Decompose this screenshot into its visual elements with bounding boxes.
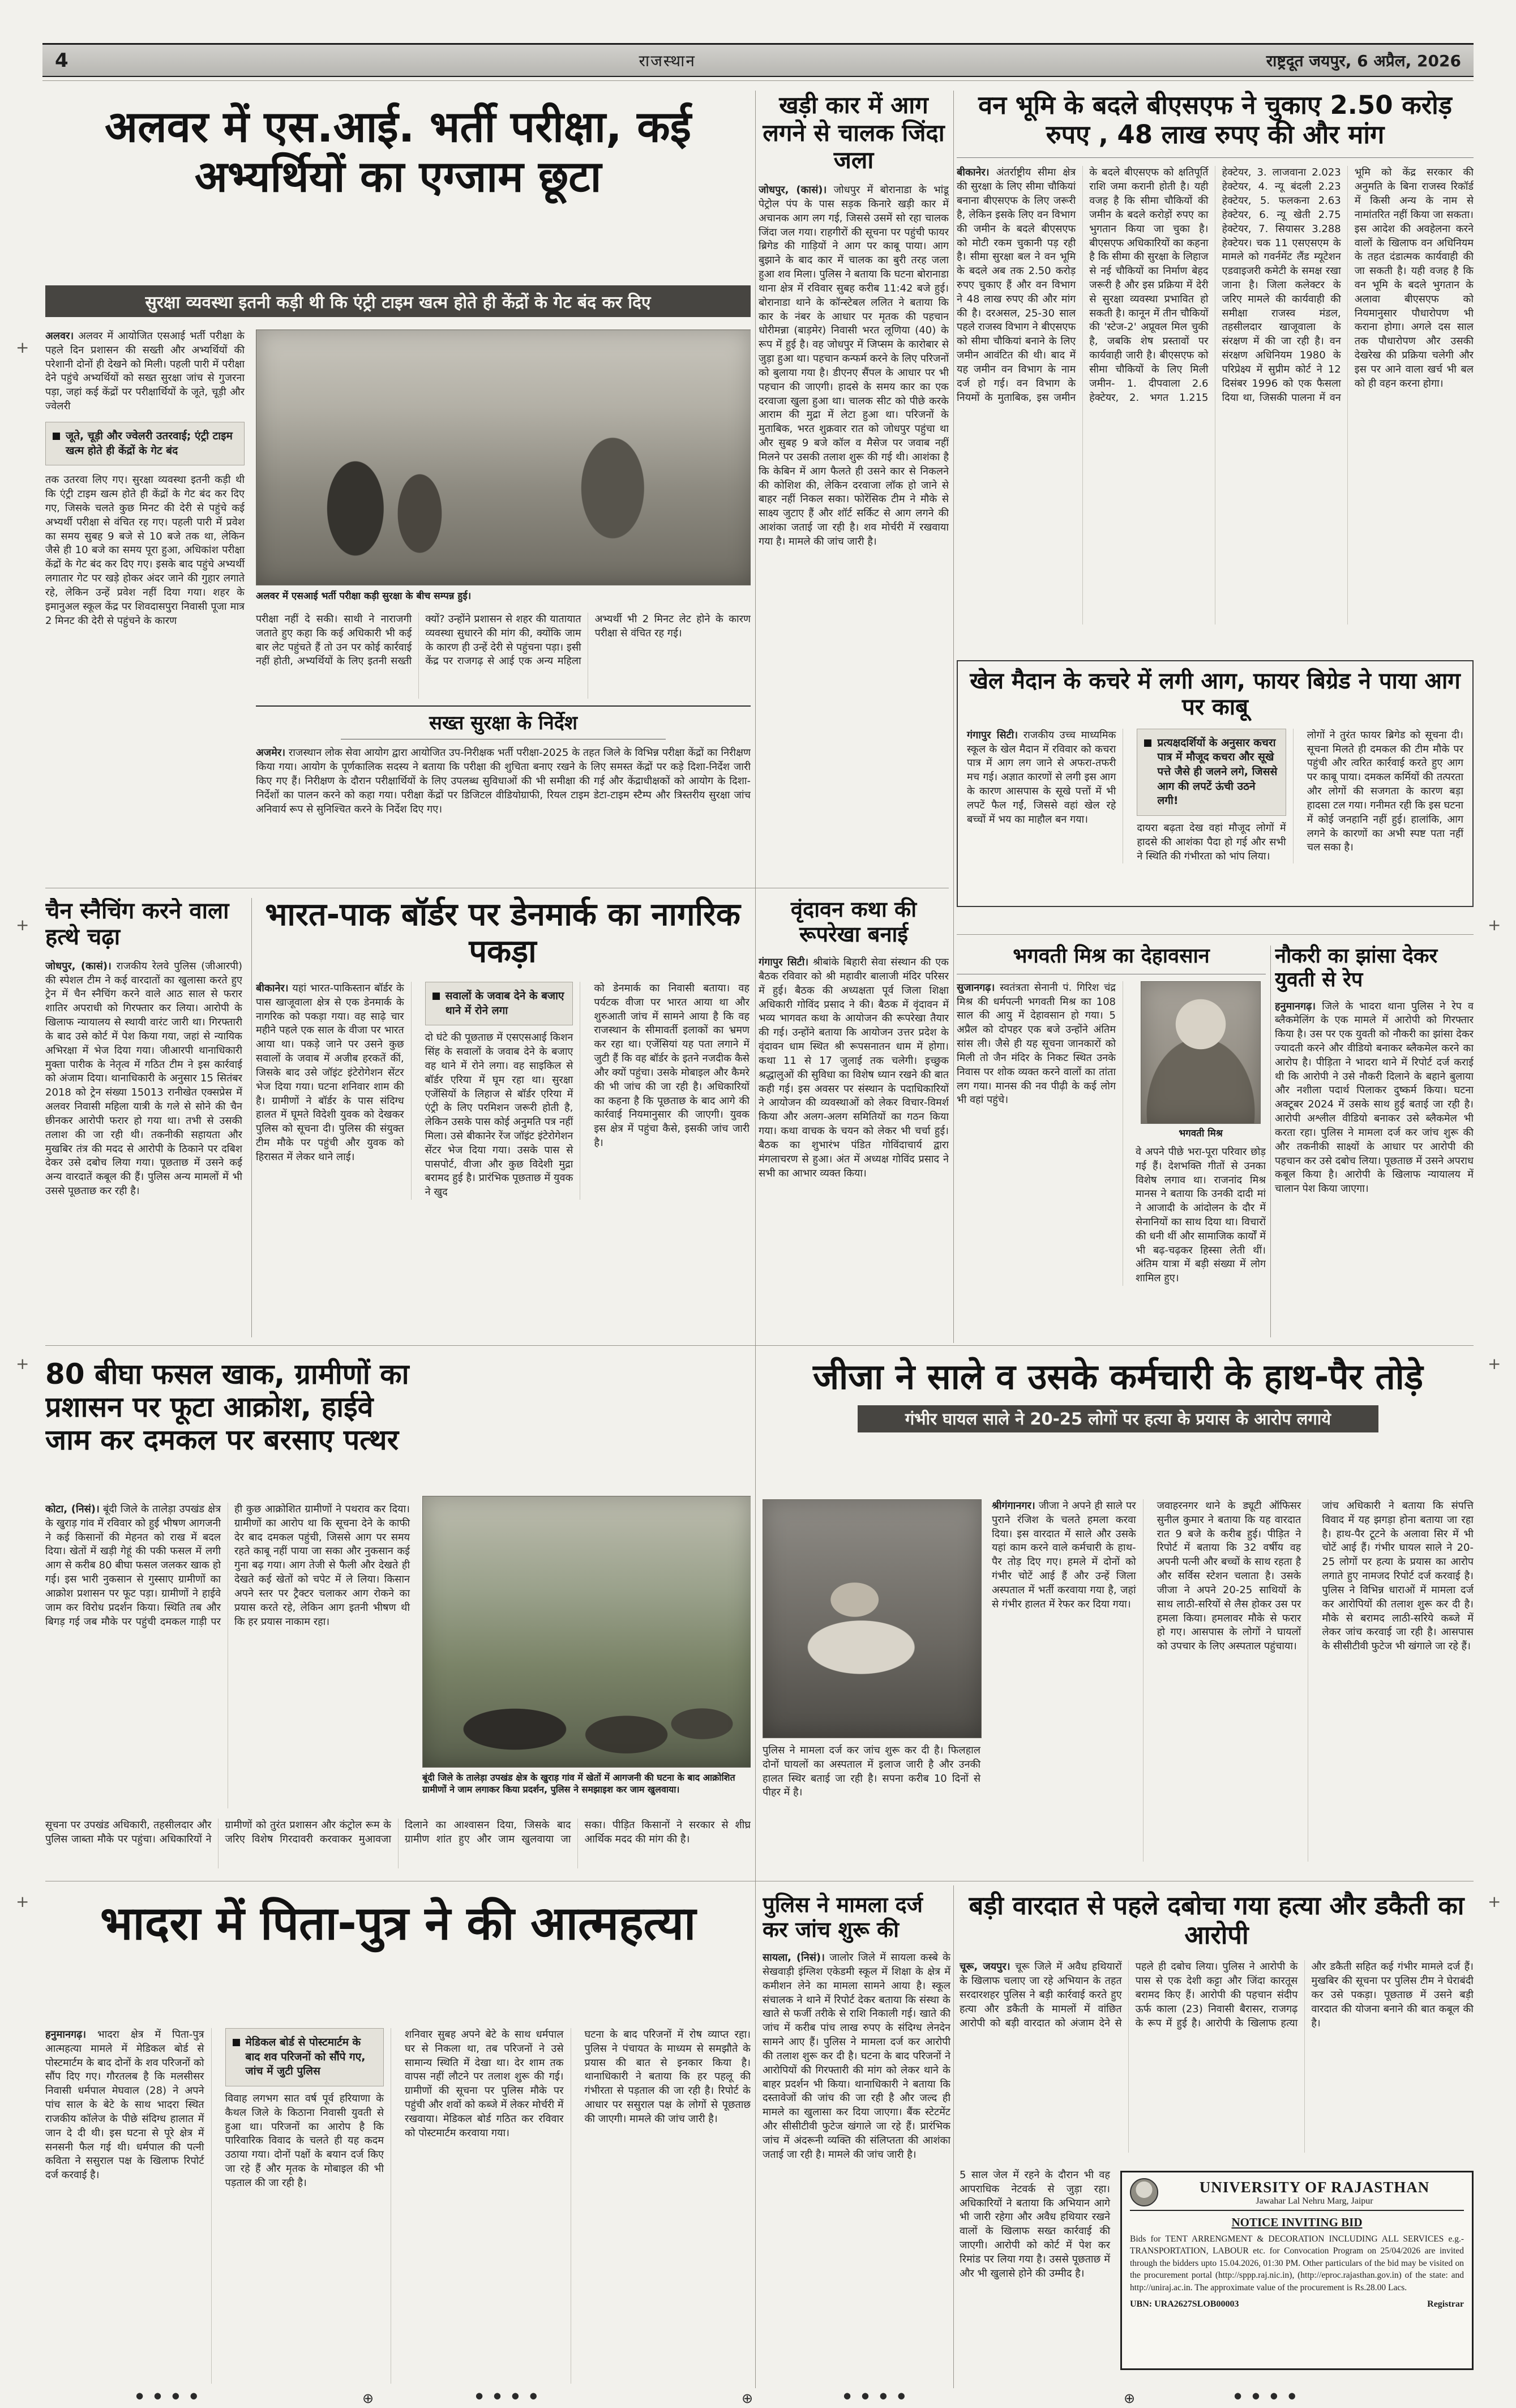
border-highlight-box	[425, 982, 573, 1025]
border-dateline: बीकानेर।	[256, 982, 289, 994]
bhadra-highlight-box	[225, 2028, 384, 2086]
column-rule	[755, 91, 756, 2388]
ad-body: Bids for TENT ARRENGMENT & DECORATION INCLUDING ALL SERVICES e.g.- TRANSPORTATION, LABOUR etc. for Convocation Program on 25/04/2026 are invited through the bidders upto 15.04.2026, 01:30 PM. Other particulars of the bid may be visited on the procurement portal (http://sppp.raj.nic.in), (http://eproc.rajasthan.gov.in) of the state: and http://uniraj.ac.in. The approximate value of the procurement is Rs.28.00 Lacs.	[1130, 2234, 1464, 2292]
crop-mark-icon: +	[16, 338, 29, 357]
car-fire-body: जोधपुर में बोरानाडा के भांडू पेट्रोल पंप के पास सड़क किनारे खड़ी कार में अचानक आग लग गई, जिससे उसमें सो रहा चालक जिंदा जल गया। राहगीरों की सूचना पर पहुंची फायर ब्रिगेड की गाड़ियों ने आग पर काबू पाया। आग बुझाने के बाद कार में चालक का बुरी तरह जला हुआ शव मिला। पुलिस ने बताया कि घटना बोरानाडा थाना क्षेत्र में रविवार सुबह करीब 11:42 बजे हुई। बोरानाडा थाने के कॉन्स्टेबल ललित ने बताया कि कार के नंबर के आधार पर मृतक की पहचान धोरीमन्ना (बाड़मेर) निवासी भरत लूणिया (40) के रूप में हुई है। वह जोधपुर में जिप्सम के कारोबार से जुड़ा हुआ था। पहचान कन्फर्म करने के लिए परिजनों को बुलाया गया है। डीएनए सैंपल के आधार पर भी पहचान की जाएगी। हादसे के समय कार का एक दरवाजा खुला हुआ था। चालक सीट को पीछे करके आराम की मुद्रा में लेटा हुआ था। परिजनों के मुताबिक, भरत शुक्रवार रात को जोधपुर पहुंचा था और सुबह 9 बजे कॉल व मैसेज पर जवाब नहीं मिलने पर उसकी तलाश शुरू की गई थी। आशंका है कि केबिन में आग फैलते ही उसने कार से निकलने की कोशिश की, लेकिन दरवाजा लॉक हो जाने से बाहर नहीं निकल सका। फोरेंसिक टीम ने मौके से साक्ष्य जुटाए हैं और शॉर्ट सर्किट से आग लगने की आशंका जताई जा रही है। शव मोर्चरी में रखवाया गया है। मामले की जांच जारी है।	[759, 184, 949, 548]
alwar-body-1: अलवर में आयोजित एसआई भर्ती परीक्षा के पहले दिन प्रशासन की सख्ती और अभ्यर्थियों की परेशानी दोनों ही देखने को मिली। पहली पारी में परीक्षा देने पहुंचे अभ्यर्थियों को सख्त सुरक्षा जांच से गुजरना पड़ा, जहां कई केंद्रों पर परीक्षार्थियों के जूते, चूड़ी और ज्वेलरी	[45, 330, 245, 413]
article-bhadra-suicide	[45, 1888, 751, 2388]
arrest-headline: बड़ी वारदात से पहले दबोचा गया हत्या और डकैती का आरोपी	[969, 1891, 1464, 1951]
sakht-headline: सख्त सुरक्षा के निर्देश	[341, 707, 666, 739]
alwar-dateline: अलवर।	[45, 330, 74, 342]
jija-col2: जवाहरनगर थाने के ड्यूटी ऑफिसर सुनील कुमार ने बताया कि यह वारदात रात 9 बजे के करीब हुई। पीड़ित ने रिपोर्ट में बताया कि 32 वर्षीय वह अपनी पत्नी और बच्चों के साथ रहता है और सर्विस स्टेशन चलाता है। उसके जीजा ने अपने 20-25 साथियों के साथ लाठी-सरियों से लैस होकर उस पर हमला किया। हमलावर मौके से फरार हो गए। आसपास के लोगों ने घायलों को उपचार के लिए अस्पताल पहुंचाया।	[1157, 1500, 1301, 1653]
case-dateline: सायला, (निसं)।	[763, 1952, 825, 1964]
masthead-bar	[42, 43, 1474, 77]
university-logo-icon	[1130, 2178, 1158, 2206]
border-col1: यहां भारत-पाकिस्तान बॉर्डर के पास खाजूवाला क्षेत्र से एक डेनमार्क के नागरिक को पकड़ा गया। वह साढ़े चार महीने पहले एक साल के वीजा पर भारत आया था। पकड़े जाने पर उसने कुछ सवालों के जवाब में अजीब हरकतें कीं, जिसके बाद उसे जॉइंट इंटेरोगेशन सेंटर भेज दिया गया। घटना शनिवार शाम की है। ग्रामीणों ने बॉर्डर के पास संदिग्ध हालत में घूमते विदेशी युवक को देखकर पुलिस को सूचना दी। पुलिस की संयुक्त टीम मौके पर पहुंची और युवक को हिरासत में लेकर थाने लाई।	[256, 982, 404, 1163]
article-case-registered	[763, 1888, 950, 2388]
ad-ubn: UBN: URA2627SLOB00003	[1130, 2299, 1239, 2309]
playground-fire-headline: खेल मैदान के कचरे में लगी आग, फायर बिग्रेड ने पाया आग पर काबू	[970, 668, 1461, 721]
registration-target-icon: ⊕	[1124, 2390, 1136, 2406]
ad-organization: UNIVERSITY OF RAJASTHAN	[1199, 2178, 1430, 2196]
jija-subhead-bar	[858, 1405, 1378, 1432]
article-bhagwati-obituary	[957, 942, 1266, 1337]
car-fire-headline: खड़ी कार में आग लगने से चालक जिंदा जला	[763, 91, 945, 174]
crop-mark-icon: +	[1488, 1892, 1501, 1911]
border-col2: दो घंटे की पूछताछ में एसएसआई किशन सिंह के सवालों के जवाब देने के बजाए वह थाने में रोने लगा। वह साइकिल से बॉर्डर एरिया में घूम रहा था। सुरक्षा एजेंसियों के लिहाज से बॉर्डर एरिया में एंट्री के लिए परमिशन जरूरी होती है, लेकिन उसके पास कोई अनुमति पत्र नहीं मिला। उसे बीकानेर रेंज जॉइंट इंटेरोगेशन सेंटर भेज दिया गया। उसके पास से पासपोर्ट, वीजा और कुछ विदेशी मुद्रा बरामद हुई है। प्रारंभिक पूछताछ में युवक ने खुद	[425, 1032, 573, 1199]
jija-photo-note-text: पुलिस ने मामला दर्ज कर जांच शुरू कर दी है। फिलहाल दोनों घायलों का अस्पताल में इलाज जारी है और उनकी हालत स्थिर बताई जा रही है। सपना करीब 10 दिनों से पीहर में है।	[763, 1744, 980, 1799]
registration-dots: ● ● ● ●	[136, 2390, 202, 2401]
bhadra-dateline: हनुमानगढ़।	[45, 2029, 87, 2041]
article-chain-snatching	[45, 898, 242, 1337]
crop-mark-icon: +	[16, 916, 29, 934]
jija-col1: जीजा ने अपने ही साले पर पुराने रंजिश के चलते हमला करवा दिया। इस वारदात में साले और उसके यहां काम करने वाले कर्मचारी के हाथ-पैर तोड़ दिए गए। हमले में दोनों को गंभीर चोटें आई हैं और उन्हें जिला अस्पताल में भर्ती करवाया गया है, जहां से गंभीर हालत में रेफर कर दिया गया।	[992, 1500, 1136, 1610]
university-notice-ad	[1120, 2171, 1474, 2370]
bhadra-col3: शनिवार सुबह अपने बेटे के साथ धर्मपाल घर से निकला था, तब परिजनों ने उसे सामान्य स्थिति में देखा था। देर शाम तक वापस नहीं लौटने पर तलाश शुरू की गई। ग्रामीणों की सूचना पर पुलिस मौके पर पहुंची और शवों को कब्जे में लेकर मोर्चरी में रखवाया। मेडिकल बोर्ड गठित कर रविवार को पोस्टमार्टम करवाया गया।	[405, 2029, 564, 2139]
bhadra-col1: भादरा क्षेत्र में पिता-पुत्र आत्महत्या मामले में मेडिकल बोर्ड से पोस्टमार्टम के बाद दोनों के शव परिजनों को सौंप दिए गए। गौरतलब है कि मलसीसर निवासी धर्मपाल मेघवाल (28) ने अपने पांच साल के बेटे के साथ भादरा स्थित राजकीय कॉलेज के पीछे संदिग्ध हालात में जान दे दी थी। इस घटना से पूरे क्षेत्र में सनसनी फैल गई थी। धर्मपाल की पत्नी कविता ने ससुराल पक्ष के खिलाफ रिपोर्ट दर्ज करवाई है।	[45, 2029, 204, 2182]
playground-col1: राजकीय उच्च माध्यमिक स्कूल के खेल मैदान में रविवार को कचरा पात्र में आग लग जाने से अफरा-तफरी मच गई। अज्ञात कारणों से लगी इस आग के कारण आसपास के सूखे पत्तों में भी लपटें फैल गईं, जिससे वहां खेल रहे बच्चों में भय का माहौल बन गया।	[967, 729, 1116, 826]
crop-mark-icon: +	[1488, 916, 1501, 934]
playground-col2: दायरा बढ़ता देख वहां मौजूद लोगों में हादसे की आशंका पैदा हो गई और सभी ने स्थिति की गंभीरता को भांप लिया।	[1137, 822, 1286, 862]
border-headline: भारत-पाक बॉर्डर पर डेनमार्क का नागरिक पकड़ा	[265, 896, 740, 970]
bhadra-col4: घटना के बाद परिजनों में रोष व्याप्त रहा। पुलिस ने पंचायत के माध्यम से समझौते के प्रयास की बात से इनकार किया है। थानाधिकारी ने बताया कि हर पहलू की गंभीरता से पड़ताल की जा रही है। रिपोर्ट के आधार पर ससुराल पक्ष के लोगों से पूछताछ की जाएगी। मामले की जांच जारी है।	[584, 2029, 751, 2125]
ad-title: NOTICE INVITING BID	[1231, 2215, 1363, 2229]
sakht-dateline: अजमेर।	[256, 747, 286, 759]
article-car-fire	[759, 86, 949, 881]
alwar-left-column	[45, 330, 245, 857]
registration-target-icon: ⊕	[362, 2390, 374, 2406]
article-accused-caught	[960, 1888, 1474, 2388]
bhagwati-photo-caption: भगवती मिश्र	[1179, 1127, 1223, 1139]
jija-col3: जांच अधिकारी ने बताया कि संपत्ति विवाद में यह झगड़ा होना बताया जा रहा है। हाथ-पैर टूटने के अलावा सिर में भी चोटें आई हैं। गंभीर घायल साले ने 20-25 लोगों पर हत्या के प्रयास का आरोप लगाते हुए नामजद रिपोर्ट दर्ज करवाई है। पुलिस ने विभिन्न धाराओं में मामला दर्ज कर आरोपियों की तलाश शुरू कर दी है। मौके से बरामद लाठी-सरिये कब्जे में लेकर जांच करवाई जा रही है। आसपास के सीसीटीवी फुटेज भी खंगाले जा रहे हैं।	[1322, 1500, 1474, 1653]
vrindavan-headline: वृंदावन कथा की रूपरेखा बनाई	[790, 897, 917, 947]
crop-mark-icon: +	[1488, 1354, 1501, 1373]
crop-fire-dateline: कोटा, (निसं)।	[45, 1503, 100, 1515]
bsf-headline: वन भूमि के बदले बीएसएफ ने चुकाए 2.50 करोड़ रुपए , 48 लाख रुपए की और मांग	[957, 86, 1474, 158]
bullet-icon	[432, 993, 440, 1000]
bhadra-col2: विवाह लगभग सात वर्ष पूर्व हरियाणा के कैथल जिले के किठाना निवासी युवती से हुआ था। परिजनों का आरोप है कि पारिवारिक विवाद के चलते ही यह कदम उठाया गया। दोनों पक्षों के बयान दर्ज किए जा रहे हैं और मृतक के मोबाइल की भी पड़ताल की जा रही है।	[225, 2092, 384, 2189]
masthead-rule	[42, 80, 1474, 81]
crop-fire-headline: 80 बीघा फसल खाक, ग्रामीणों का प्रशासन पर फूटा आक्रोश, हाईवे जाम कर दमकल पर बरसाए पत्थर	[45, 1358, 409, 1456]
crop-mark-icon: +	[16, 1354, 29, 1373]
article-job-lure-rape	[1275, 942, 1474, 1337]
field-fire-photo	[422, 1496, 751, 1768]
article-alwar-si-exam	[45, 86, 751, 857]
bhagwati-headline: भगवती मिश्र का देहावसान	[957, 942, 1266, 974]
column-rule	[1270, 946, 1271, 1337]
naukri-body: जिले के भादरा थाना पुलिस ने रेप व ब्लैकमेलिंग के एक मामले में आरोपी को गिरफ्तार किया है। उस पर एक युवती को नौकरी का झांसा देकर ज्यादती करने और वीडियो बनाकर ब्लैकमेल करने का आरोप है। पीड़िता ने भादरा थाने में रिपोर्ट दर्ज कराई थी कि आरोपी ने उसे नौकरी दिलाने के बहाने बुलाया और नशीला पदार्थ पिलाकर दुष्कर्म किया। घटना अक्टूबर 2024 में उसके साथ हुई बताई जा रही है। आरोपी अश्लील वीडियो बनाकर उसे ब्लैकमेल भी करता रहा। पुलिस ने मामला दर्ज कर जांच शुरू की और तकनीकी साक्ष्यों के आधार पर आरोपी की पहचान कर उसे दबोच लिया। पूछताछ में उसने अपराध कबूल किया है। आरोपी के खिलाफ न्यायालय में चालान पेश किया जाएगा।	[1275, 1000, 1474, 1195]
jija-headline: जीजा ने साले व उसके कर्मचारी के हाथ-पैर तोड़े	[813, 1356, 1423, 1397]
column-rule	[251, 898, 252, 1337]
bhadra-highlight-text: मेडिकल बोर्ड से पोस्टमार्टम के बाद शव परिजनों को सौंपे गए, जांच में जुटी पुलिस	[245, 2036, 366, 2078]
ad-address: Jawahar Lal Nehru Marg, Jaipur	[1256, 2196, 1373, 2206]
arrest-body-1: चूरू जिले में अवैध हथियारों के खिलाफ चलाए जा रहे अभियान के तहत सरदारशहर पुलिस ने बड़ी कार्रवाई करते हुए हत्या और डकैती के मामलों में वांछित आरोपी को बड़ी वारदात को अंजाम देने से पहले ही दबोच लिया। पुलिस ने आरोपी के पास से एक देशी कट्टा और जिंदा कारतूस बरामद किए हैं। आरोपी की पहचान संदीप ऊर्फ काला (23) निवासी बैरासर, राजगढ़ के रूप में हुई है। आरोपी के खिलाफ हत्या और डकैती सहित कई गंभीर मामले दर्ज हैं। मुखबिर की सूचना पर पुलिस टीम ने घेराबंदी कर उसे पकड़ा। पूछताछ में उसने बड़ी वारदात की योजना बनाने की बात कबूल की है।	[960, 1961, 1474, 2029]
playground-col3: लोगों ने तुरंत फायर ब्रिगेड को सूचना दी। सूचना मिलते ही दमकल की टीम मौके पर पहुंची और त्वरित कार्रवाई करते हुए आग पर काबू पाया। दमकल कर्मियों की तत्परता और लोगों की सजगता के कारण बड़ा हादसा टल गया। गनीमत रही कि इस घटना में कोई जनहानि नहीं हुई। हालांकि, आग लगने के कारणों का अभी स्पष्ट पता नहीं चल सका है।	[1307, 729, 1463, 854]
bullet-icon	[233, 2039, 240, 2046]
vrindavan-dateline: गंगापुर सिटी।	[759, 956, 809, 969]
bhadra-headline: भादरा में पिता-पुत्र ने की आत्महत्या	[100, 1897, 696, 1951]
article-crop-fire	[45, 1353, 751, 1870]
crop-fire-left-text	[45, 1503, 410, 1808]
registration-target-icon: ⊕	[742, 2390, 753, 2406]
paper-name-date: राष्ट्रदूत जयपुर, 6 अप्रैल, 2026	[1266, 51, 1461, 70]
arrest-dateline: चूरू, जयपुर।	[960, 1961, 1010, 1973]
jija-photo-note	[763, 1744, 980, 1800]
footer-registration-strip	[0, 2390, 1516, 2405]
section-title: राजस्थान	[639, 51, 696, 70]
arrest-body-2: 5 साल जेल में रहने के दौरान भी वह आपराधिक नेटवर्क से जुड़ा रहा। अधिकारियों ने बताया कि अभियान आगे भी जारी रहेगा और अवैध हथियार रखने वालों के खिलाफ सख्त कार्रवाई की जाएगी। आरोपी को कोर्ट में पेश कर रिमांड पर लिया गया है। उससे पूछताछ में और भी खुलासे होने की उम्मीद है।	[960, 2169, 1110, 2279]
ad-signature: Registrar	[1427, 2299, 1464, 2309]
alwar-subhead: सुरक्षा व्यवस्था इतनी कड़ी थी कि एंट्री टाइम खत्म होते ही केंद्रों के गेट बंद कर दिए	[145, 292, 651, 313]
article-border-denmark	[256, 893, 750, 1337]
field-photo-caption: बूंदी जिले के तालेड़ा उपखंड क्षेत्र के खुराड़ गांव में खेतों में आगजनी की घटना के बाद आक्रोशित ग्रामीणों ने जाम लगाकर किया प्रदर्शन, पुलिस ने समझाइश कर जाम खुलवाया।	[422, 1772, 735, 1795]
alwar-highlight-box	[45, 422, 245, 465]
border-col3: को डेनमार्क का निवासी बताया। वह पर्यटक वीजा पर भारत आया था और शुरुआती जांच में सामने आया है कि वह राजस्थान के सीमावर्ती इलाकों का भ्रमण कर रहा था। एजेंसियां यह पता लगाने में जुटी हैं कि वह बॉर्डर के इतने नजदीक कैसे और क्यों पहुंचा। उसके मोबाइल और कैमरे की भी जांच की जा रही है। अधिकारियों का कहना है कि पूछताछ के बाद आगे की कार्रवाई नियमानुसार की जाएगी। युवक इस क्षेत्र में पहुंचा कैसे, इसकी जांच जारी है।	[594, 982, 750, 1149]
alwar-continued-text: परीक्षा नहीं दे सकी। साथी ने नाराजगी जताते हुए कहा कि कई अधिकारी भी कई बार लेट पहुंचते हैं तो उन पर कोई कार्रवाई नहीं होती, अभ्यर्थियों के लिए इतनी सख्ती क्यों? उन्होंने प्रशासन से शहर की यातायात व्यवस्था सुधारने की मांग की, क्योंकि जाम के कारण ही उन्हें देरी से पहुंचना पड़ा। इसी केंद्र पर राजगढ़ से आई एक अन्य महिला अभ्यर्थी भी 2 मिनट लेट होने के कारण परीक्षा से वंचित रह गई।	[256, 613, 751, 668]
playground-highlight-box	[1137, 729, 1286, 816]
bullet-icon	[1144, 739, 1151, 747]
sub-article-sakht-nirdesh	[256, 705, 751, 857]
registration-dots: ● ● ● ●	[476, 2390, 541, 2401]
chain-headline: चैन स्नैचिंग करने वाला हत्थे चढ़ा	[45, 898, 229, 951]
sakht-body: राजस्थान लोक सेवा आयोग द्वारा आयोजित उप-निरीक्षक भर्ती परीक्षा-2025 के तहत जिले के विभिन्न परीक्षा केंद्रों का निरीक्षण किया गया। आयोग के पूर्णकालिक सदस्य ने बताया कि परीक्षा की शुचिता बनाए रखने के लिए समस्त केंद्रों पर कड़े दिशा-निर्देश जारी किए गए हैं। निरीक्षण के दौरान परीक्षार्थियों के लिए उपलब्ध सुविधाओं की भी समीक्षा की गई और केंद्राधीक्षकों को आयोग के दिशा-निर्देशों का पालन करने को कहा गया। परीक्षा केंद्रों पर डिजिटल वीडियोग्राफी, रियल टाइम डेटा-टाइम स्टैम्प और त्रिस्तरीय सुरक्षा जांच अनिवार्य रूप से सुनिश्चित करने के निर्देश दिए गए।	[256, 747, 751, 815]
registration-dots: ● ● ● ●	[1234, 2390, 1300, 2401]
chain-dateline: जोधपुर, (कासं)।	[45, 960, 112, 972]
naukri-dateline: हनुमानगढ़।	[1275, 1000, 1316, 1012]
assault-victim-photo	[763, 1499, 982, 1738]
chain-body: राजकीय रेलवे पुलिस (जीआरपी) की स्पेशल टीम ने कई वारदातों का खुलासा करते हुए ट्रेन में चैन स्नैचिंग करने वाले आठ साल से फरार शातिर अपराधी को गिरफ्तार कर लिया। आरोपी के खिलाफ न्यायालय से स्थायी वारंट जारी था। गिरफ्तारी के बाद उसे कोर्ट में पेश किया गया, जहां से न्यायिक अभिरक्षा में भेज दिया गया। जीआरपी थानाधिकारी मुक्ता पारीक के नेतृत्व में गठित टीम ने इस कार्रवाई को अंजाम दिया। थानाधिकारी के अनुसार 15 सितंबर 2018 को ट्रेन संख्या 15013 रानीखेत एक्सप्रेस में अलवर निवासी महिला यात्री के गले से सोने की चैन छीनकर आरोपी फरार हो गया था। तभी से उसकी तलाश की जा रही थी। तकनीकी सहायता और मुखबिर तंत्र की मदद से आरोपी के ठिकाने पर दबिश देकर उसे दबोच लिया गया। पूछताछ में उसने कई अन्य वारदातें कबूल की हैं। पुलिस अन्य मामलों में भी उससे पूछताछ कर रही है।	[45, 960, 242, 1197]
border-highlight-text: सवालों के जवाब देने के बजाए थाने में रोने लगा	[445, 989, 564, 1017]
section-rule	[45, 1345, 1474, 1346]
bullet-icon	[53, 433, 60, 440]
exam-photo-caption: अलवर में एसआई भर्ती परीक्षा कड़ी सुरक्षा के बीच सम्पन्न हुई।	[256, 591, 472, 602]
bhagwati-dateline: सुजानगढ़।	[957, 981, 995, 994]
bhagwati-body-1: स्वतंत्रता सेनानी पं. गिरिश चंद्र मिश्र की धर्मपत्नी भगवती मिश्र का 108 साल की आयु में देहावसान हो गया। 5 अप्रैल को दोपहर एक बजे उन्होंने अंतिम सांस ली। जैसे ही यह सूचना जानकारों को मिली तो जैन मंदिर के निकट स्थित उनके निवास पर शोक व्यक्त करने वालों का तांता लग गया। मानस की नव पीढ़ी के कई लोग भी वहां पहुंचे।	[957, 981, 1116, 1106]
crop-mark-icon: +	[16, 1892, 29, 1911]
registration-dots: ● ● ● ●	[843, 2390, 909, 2401]
jija-subhead: गंभीर घायल साले ने 20-25 लोगों पर हत्या के प्रयास के आरोप लगाये	[905, 1409, 1331, 1429]
bsf-dateline: बीकानेर।	[957, 166, 990, 179]
column-rule	[953, 1885, 954, 2388]
playground-dateline: गंगापुर सिटी।	[967, 729, 1018, 741]
alwar-headline: अलवर में एस.आई. भर्ती परीक्षा, कई अभ्यर्थियों का एग्जाम छूटा	[105, 101, 691, 202]
bhagwati-body-2: वे अपने पीछे भरा-पूरा परिवार छोड़ गई हैं। देशभक्ति गीतों से उनका विशेष लगाव था। राजनांद मिश्र मानस ने बताया कि उनकी दादी मां ने आजादी के आंदोलन के दौर में सेनानियों का साथ दिया था। विचारों की धनी थीं और सामाजिक कार्यों में भी बढ़-चढ़कर हिस्सा लेती थीं। अंतिम यात्रा में बड़ी संख्या में लोग शामिल हुए।	[1136, 1145, 1266, 1285]
article-inlaw-assault	[763, 1353, 1474, 1870]
crop-fire-body-1: बूंदी जिले के तालेड़ा उपखंड क्षेत्र के खुराड़ गांव में रविवार को हुई भीषण आगजनी ने कई किसानों की मेहनत को राख में बदल दिया। खेतों में खड़ी गेहूं की पकी फसल में लगी आग से करीब 80 बीघा फसल जलकर खाक हो गई। इस भारी नुकसान से गुस्साए ग्रामीणों का आक्रोश प्रशासन पर फूट पड़ा। ग्रामीणों ने हाईवे जाम कर विरोध प्रदर्शन किया। स्थिति तब और बिगड़ गई जब मौके पर पहुंची दमकल गाड़ी पर ही कुछ आक्रोशित ग्रामीणों ने पथराव कर दिया। ग्रामीणों का आरोप था कि सूचना देने के काफी देर बाद दमकल पहुंची, जिससे आग पर समय रहते काबू नहीं पाया जा सका और नुकसान कई गुना बढ़ गया। आग तेजी से फैली और देखते ही देखते कई खेतों को चपेट में ले लिया। किसान अपने स्तर पर ट्रैक्टर चलाकर आग रोकने का प्रयास करते रहे, लेकिन आग इतनी भीषण थी कि हर प्रयास नाकाम रहा।	[45, 1503, 410, 1628]
crop-fire-bottom-text: सूचना पर उपखंड अधिकारी, तहसीलदार और पुलिस जाब्ता मौके पर पहुंचा। अधिकारियों ने ग्रामीणों को तुरंत प्रशासन और कंट्रोल रूम के जरिए विशेष गिरदावरी करवाकर मुआवजा दिलाने का आश्वासन दिया, जिसके बाद ग्रामीण शांत हुए और जाम खुलवाया जा सका। पीड़ित किसानों ने सरकार से शीघ्र आर्थिक मदद की मांग की है।	[45, 1819, 751, 1845]
bsf-body: अंतर्राष्ट्रीय सीमा क्षेत्र की सुरक्षा के लिए सीमा चौकियां बनाना बीएसएफ के लिए जरूरी है, लेकिन इसके लिए वन विभाग की जमीन के बदले बीएसएफ को मोटी रकम चुकानी पड़ रही है। सीमा सुरक्षा बल ने वन भूमि के बदले अब तक 2.50 करोड़ रुपए चुकाए हैं और वन विभाग ने 48 लाख रुपए की और मांग की है। दरअसल, 25-30 साल पहले राजस्व विभाग ने बीएसएफ को सीमा चौकियां बनाने के लिए जमीन आवंटित की थी। बाद में यह जमीन वन विभाग के नाम दर्ज हो गई। वन विभाग के नियमों के मुताबिक, इस जमीन के बदले बीएसएफ को क्षतिपूर्ति राशि जमा करानी होती है। यही वजह है कि सीमा चौकियों की जमीन के बदले करोड़ों रुपए का भुगतान किया जा चुका है। बीएसएफ अधिकारियों का कहना है कि सीमा की सुरक्षा के लिहाज से नई चौकियों का निर्माण बेहद जरूरी है और इस प्रक्रिया में देरी से सुरक्षा व्यवस्था प्रभावित हो सकती है। कानून में तीन चौकियों की 'स्टेज-2' अप्रूवल मिल चुकी है, जबकि शेष प्रस्तावों पर कार्यवाही जारी है। बीएसएफ को सीमा चौकियों के लिए मिली जमीन- 1. दीपवाला 2.6 हेक्टेयर, 2. भगत 1.215 हेक्टेयर, 3. लाजवाना 2.023 हेक्टेयर, 4. न्यू बंदली 2.23 हेक्टेयर, 5. फलकना 2.63 हेक्टेयर, 6. न्यू खेती 2.75 हेक्टेयर, 7. सियासर 3.288 हेक्टेयर। चक 11 एसएसएम के मामले को गवर्नमेंट लैंड म्यूटेशन एडवाइजरी कमेटी के समक्ष रखा जाना है। जिला कलेक्टर के जरिए मामले की कार्यवाही की समीक्षा राजस्व मंडल, तहसीलदार खाजूवाला के संरक्षण में की जा रही है। वन संरक्षण अधिनियम 1980 के परिप्रेक्ष्य में सुप्रीम कोर्ट ने 12 दिसंबर 1996 को एक फैसला दिया था, जिसकी पालना में वन भूमि को केंद्र सरकार की अनुमति के बिना राजस्व रिकॉर्ड में किसी अन्य के नाम से नामांतरित नहीं किया जा सकता। इस आदेश की अवहेलना करने वालों के खिलाफ वन अधिनियम के तहत दंडात्मक कार्यवाही की जा सकती है। यही वजह है कि वन भूमि के बदले भुगतान के अलावा बीएसएफ को नियमानुसार पौधारोपण भी कराना होगा। अगले दस साल तक पौधारोपण और उसकी देखरेख की प्रक्रिया चलेगी और इस पर आने वाला खर्च भी बल को ही वहन करना होगा।	[957, 166, 1474, 404]
exam-security-photo	[256, 330, 751, 585]
alwar-subhead-bar	[45, 285, 751, 317]
article-vrindavan-katha	[759, 893, 949, 1337]
section-rule	[957, 934, 1474, 935]
page-number: 4	[55, 49, 68, 72]
alwar-body-2: तक उतरवा लिए गए। सुरक्षा व्यवस्था इतनी कड़ी थी कि एंट्री टाइम खत्म होते ही केंद्रों के गेट बंद कर दिए गए, जिसके चलते कुछ मिनट की देरी से पहुंचे कई अभ्यर्थी परीक्षा से वंचित रह गए। पहली पारी में प्रवेश का समय सुबह 9 बजे से 10 बजे तक था, लेकिन जैसे ही 10 बजे का समय पूरा हुआ, अधिकांश परीक्षा केंद्रों के गेट बंद कर दिए गए। इसके बाद पहुंचे अभ्यर्थी लगातार गेट पर खड़े होकर अंदर जाने की गुहार लगाते रहे, लेकिन उन्हें प्रवेश नहीं दिया गया। शहर के इमानुअल स्कूल केंद्र पर शिवदासपुरा निवासी पूजा मात्र 2 मिनट की देरी से पहुंचने के कारण	[45, 474, 245, 627]
column-rule	[953, 91, 954, 1343]
article-playground-fire	[957, 660, 1474, 907]
case-headline: पुलिस ने मामला दर्ज कर जांच शुरू की	[763, 1892, 923, 1943]
bhagwati-portrait-photo	[1141, 981, 1261, 1124]
playground-highlight-text: प्रत्यक्षदर्शियों के अनुसार कचरा पात्र में मौजूद कचरा और सूखे पत्ते जैसे ही जलने लगे, जिससे आग की लपटें ऊंची उठने लगी!	[1157, 736, 1278, 807]
jija-dateline: श्रीगंगानगर।	[992, 1500, 1035, 1512]
case-body: जालोर जिले में सायला कस्बे के सेखवाड़ी इंग्लिश एकेडमी स्कूल में शिक्षा के क्षेत्र में कमीशन लेने का मामला सामने आया है। स्कूल संचालक ने थाने में रिपोर्ट देकर बताया कि संस्था के खाते से फर्जी तरीके से राशि निकाली गई। खाते की जांच में करीब पांच लाख रुपए के संदिग्ध लेनदेन सामने आए हैं। पुलिस ने मामला दर्ज कर आरोपी की तलाश शुरू कर दी है। घटना के बाद परिजनों ने आरोपियों की गिरफ्तारी की मांग को लेकर थाने के बाहर प्रदर्शन भी किया। थानाधिकारी ने बताया कि दस्तावेजों की जांच की जा रही है और जल्द ही मामले का खुलासा कर दिया जाएगा। बैंक स्टेटमेंट और सीसीटीवी फुटेज खंगाले जा रहे हैं। प्रारंभिक जांच में अंदरूनी व्यक्ति की संलिप्तता की आशंका जताई जा रही है। मामले की जांच जारी है।	[763, 1952, 950, 2161]
car-fire-dateline: जोधपुर, (कासं)।	[759, 184, 827, 196]
vrindavan-body: श्रीबांके बिहारी सेवा संस्थान की एक बैठक रविवार को श्री महावीर बालाजी मंदिर परिसर में हुई। बैठक की अध्यक्षता पूर्व जिला शिक्षा अधिकारी गोविंद प्रसाद ने की। बैठक में वृंदावन में भव्य भागवत कथा के आयोजन की रूपरेखा तैयार की गई। उन्होंने बताया कि आयोजन उत्तर प्रदेश के वृंदावन धाम स्थित श्री रूपसनातन धाम में होगा। कथा 11 से 17 जुलाई तक चलेगी। इच्छुक श्रद्धालुओं की सुविधा का विशेष ध्यान रखने की बात कही गई। इस अवसर पर संस्थान के पदाधिकारियों ने आयोजन की व्यवस्थाओं को लेकर विचार-विमर्श किया और अलग-अलग समितियों का गठन किया गया। कथा वाचक के चयन को लेकर भी चर्चा हुई। बैठक का शुभारंभ पंडित गोविंदाचार्य द्वारा मंगलाचरण से हुआ। अंत में अध्यक्ष गोविंद प्रसाद ने सभी का आभार व्यक्त किया।	[759, 956, 949, 1179]
article-bsf-forest-land	[957, 86, 1474, 653]
naukri-headline: नौकरी का झांसा देकर युवती से रेप	[1275, 944, 1438, 991]
alwar-highlight-text: जूते, चूड़ी और ज्वेलरी उतरवाई; एंट्री टाइम खत्म होते ही केंद्रों के गेट बंद	[66, 429, 233, 457]
